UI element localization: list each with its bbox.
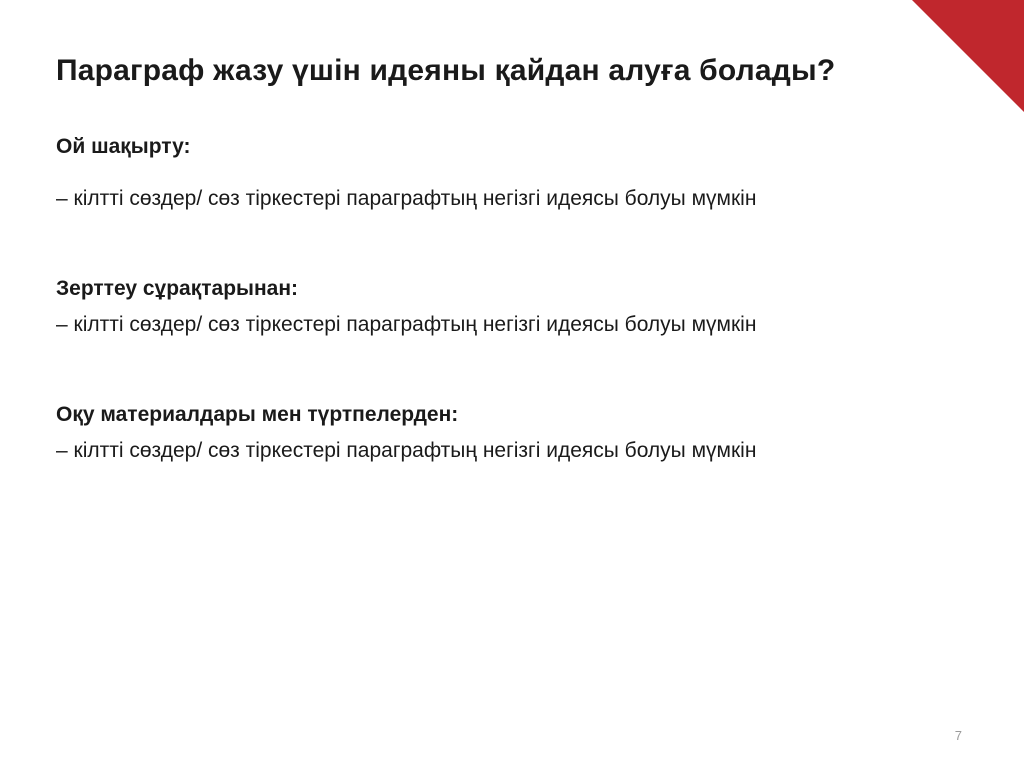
spacer bbox=[56, 374, 946, 400]
slide-body bbox=[56, 132, 946, 466]
section-brainstorm bbox=[56, 132, 946, 214]
section-heading: Зерттеу сұрақтарынан: bbox=[56, 277, 299, 301]
slide-content bbox=[56, 52, 946, 501]
page-title: Параграф жазу үшін идеяны қайдан алуға болады? bbox=[56, 54, 836, 87]
section-research-questions bbox=[56, 274, 946, 340]
spacer bbox=[56, 248, 946, 274]
section-study-materials bbox=[56, 400, 946, 466]
section-heading: Ой шақырту: bbox=[56, 135, 191, 159]
section-heading: Оқу материалдары мен түртпелерден: bbox=[56, 403, 459, 427]
section-text: – кілтті сөздер/ сөз тіркестері параграфтың негізгі идеясы болуы мүмкін bbox=[56, 186, 757, 210]
section-text: – кілтті сөздер/ сөз тіркестері параграфтың негізгі идеясы болуы мүмкін bbox=[56, 438, 757, 462]
section-text: – кілтті сөздер/ сөз тіркестері параграфтың негізгі идеясы болуы мүмкін bbox=[56, 312, 757, 336]
page-number: 7 bbox=[954, 728, 962, 743]
